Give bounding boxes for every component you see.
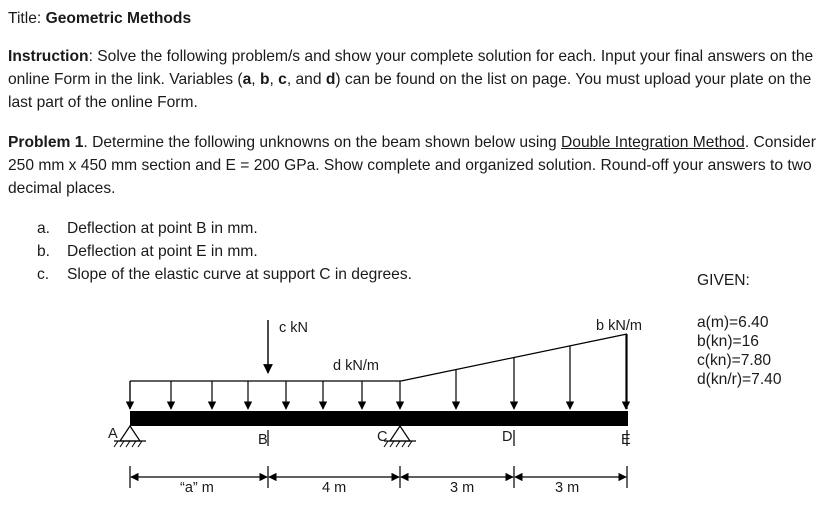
beam (130, 411, 628, 426)
given-c: c(kn)=7.80 (697, 352, 772, 369)
triangular-load-arrows (456, 335, 626, 409)
support-c-pin (384, 426, 416, 447)
point-e-label: E (621, 432, 631, 448)
beam-diagram (0, 300, 828, 513)
given-b: b(kn)=16 (697, 333, 759, 350)
problem-paragraph: Problem 1. Determine the following unknowns on the beam shown below using Double Integration Method. Consider 250 mm x 450 mm section and E = 200 GPa. Show complete and organized solution. Round-off your answers to two decimal places. (8, 134, 816, 197)
point-b-label: B (258, 432, 268, 448)
list-item: c. Slope of the elastic curve at support C in degrees. (37, 266, 412, 283)
support-a-pin (114, 426, 146, 447)
point-a-label: A (108, 426, 118, 442)
dim-3m-label-1: 3 m (450, 480, 475, 496)
given-a: a(m)=6.40 (697, 314, 769, 331)
instruction-paragraph: Instruction: Solve the following problem/s and show your complete solution for each. Input your final answers on the online Form in the link. Variables (a, b, c, and d) can be found on the list on page. You must upload your plate on the last part of the online Form. (8, 48, 814, 111)
udl-arrows (130, 381, 400, 409)
point-d-label: D (502, 429, 513, 445)
list-item: b. Deflection at point E in mm. (37, 243, 258, 260)
dim-3m-label-2: 3 m (555, 480, 580, 496)
given-heading: GIVEN: (697, 272, 750, 289)
max-load-label: b kN/m (596, 318, 642, 334)
dim-4m-label: 4 m (322, 480, 347, 496)
method-name: Double Integration Method (561, 134, 745, 151)
page-title: Title: Geometric Methods (8, 10, 192, 27)
point-load-label: c kN (279, 320, 308, 336)
point-c-label: C (377, 429, 388, 445)
given-d: d(kn/r)=7.40 (697, 371, 782, 388)
dim-a-label: “a” m (180, 480, 214, 496)
udl-label: d kN/m (333, 358, 379, 374)
list-item: a. Deflection at point B in mm. (37, 220, 258, 237)
